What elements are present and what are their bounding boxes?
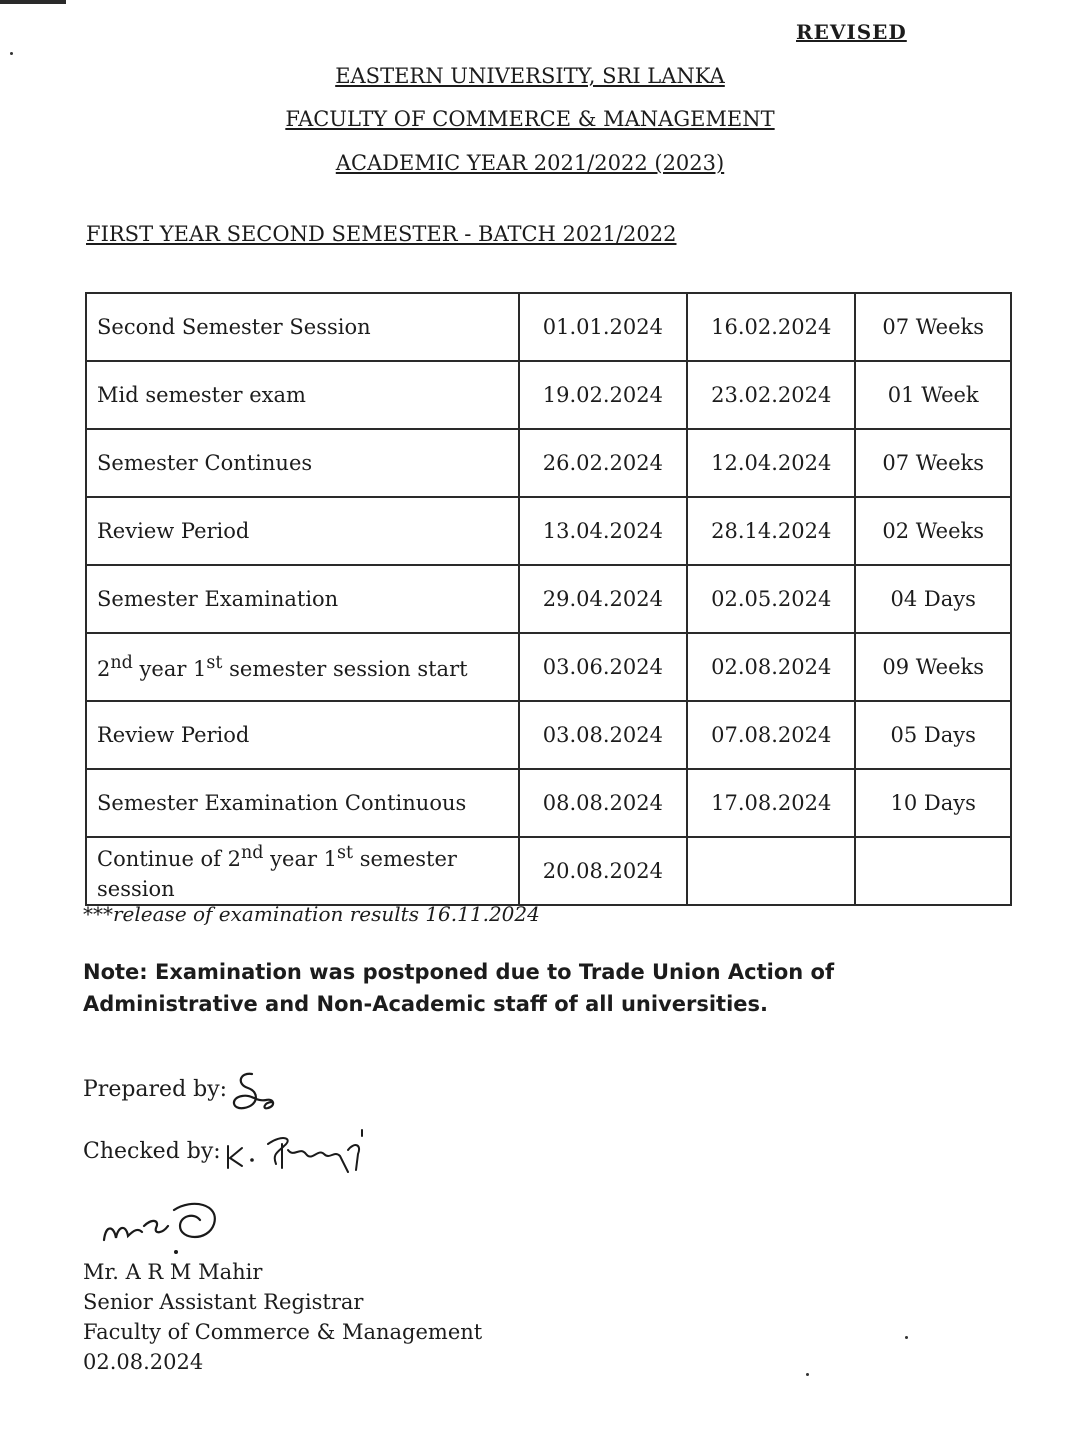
faculty-title: FACULTY OF COMMERCE & MANAGEMENT: [285, 107, 775, 131]
signatory-date: 02.08.2024: [83, 1350, 204, 1374]
end-date-cell: 02.08.2024: [687, 633, 855, 701]
duration-cell: 10 Days: [855, 769, 1011, 837]
signatory-title: Senior Assistant Registrar: [83, 1290, 364, 1314]
activity-cell: Review Period: [86, 497, 519, 565]
registrar-signature: [96, 1190, 236, 1260]
activity-cell: Semester Continues: [86, 429, 519, 497]
university-title: EASTERN UNIVERSITY, SRI LANKA: [335, 64, 725, 88]
duration-cell: 07 Weeks: [855, 293, 1011, 361]
start-date-cell: 03.06.2024: [519, 633, 687, 701]
end-date-cell: 23.02.2024: [687, 361, 855, 429]
batch-title: FIRST YEAR SECOND SEMESTER - BATCH 2021/2022: [86, 222, 677, 246]
postponement-note: Note: Examination was postponed due to Trade Union Action of Administrative and Non-Academic staff of all universities.: [83, 960, 835, 1016]
activity-cell: Second Semester Session: [86, 293, 519, 361]
start-date-cell: 29.04.2024: [519, 565, 687, 633]
scan-speck: [806, 1373, 809, 1376]
activity-cell: Review Period: [86, 701, 519, 769]
end-date-cell: 12.04.2024: [687, 429, 855, 497]
duration-cell: 05 Days: [855, 701, 1011, 769]
start-date-cell: 01.01.2024: [519, 293, 687, 361]
duration-cell: [855, 837, 1011, 905]
prepared-by-label: Prepared by:: [83, 1077, 228, 1102]
activity-cell: Semester Examination: [86, 565, 519, 633]
results-footnote: ***release of examination results 16.11.2024: [83, 902, 540, 926]
scan-corner-mark: [0, 0, 66, 4]
signatory-name: Mr. A R M Mahir: [83, 1260, 263, 1284]
signatory-faculty: Faculty of Commerce & Management: [83, 1320, 483, 1344]
end-date-cell: 28.14.2024: [687, 497, 855, 565]
end-date-cell: 16.02.2024: [687, 293, 855, 361]
end-date-cell: 07.08.2024: [687, 701, 855, 769]
scan-speck: [10, 52, 13, 55]
checked-by-label: Checked by:: [83, 1139, 221, 1164]
revised-label: REVISED: [796, 20, 907, 44]
start-date-cell: 03.08.2024: [519, 701, 687, 769]
table-row: [86, 497, 1011, 565]
schedule-table: [85, 292, 1012, 906]
duration-cell: 01 Week: [855, 361, 1011, 429]
table-row: [86, 701, 1011, 769]
start-date-cell: 19.02.2024: [519, 361, 687, 429]
end-date-cell: 17.08.2024: [687, 769, 855, 837]
start-date-cell: 13.04.2024: [519, 497, 687, 565]
table-row: [86, 633, 1011, 701]
activity-cell: Continue of 2nd year 1st semester session: [86, 837, 519, 905]
signatory-block: [83, 1257, 482, 1377]
table-row: [86, 293, 1011, 361]
start-date-cell: 26.02.2024: [519, 429, 687, 497]
start-date-cell: 08.08.2024: [519, 769, 687, 837]
activity-cell: Semester Examination Continuous: [86, 769, 519, 837]
table-row: [86, 565, 1011, 633]
start-date-cell: 20.08.2024: [519, 837, 687, 905]
end-date-cell: [687, 837, 855, 905]
table-row: [86, 837, 1011, 905]
end-date-cell: 02.05.2024: [687, 565, 855, 633]
duration-cell: 02 Weeks: [855, 497, 1011, 565]
duration-cell: 07 Weeks: [855, 429, 1011, 497]
table-row: [86, 769, 1011, 837]
checked-signature: [222, 1124, 382, 1179]
scan-speck: [905, 1336, 908, 1339]
prepared-signature: [222, 1066, 292, 1116]
activity-cell: 2nd year 1st semester session start: [86, 633, 519, 701]
table-row: [86, 429, 1011, 497]
academic-year-title: ACADEMIC YEAR 2021/2022 (2023): [335, 151, 725, 175]
activity-cell: Mid semester exam: [86, 361, 519, 429]
duration-cell: 09 Weeks: [855, 633, 1011, 701]
table-row: [86, 361, 1011, 429]
duration-cell: 04 Days: [855, 565, 1011, 633]
